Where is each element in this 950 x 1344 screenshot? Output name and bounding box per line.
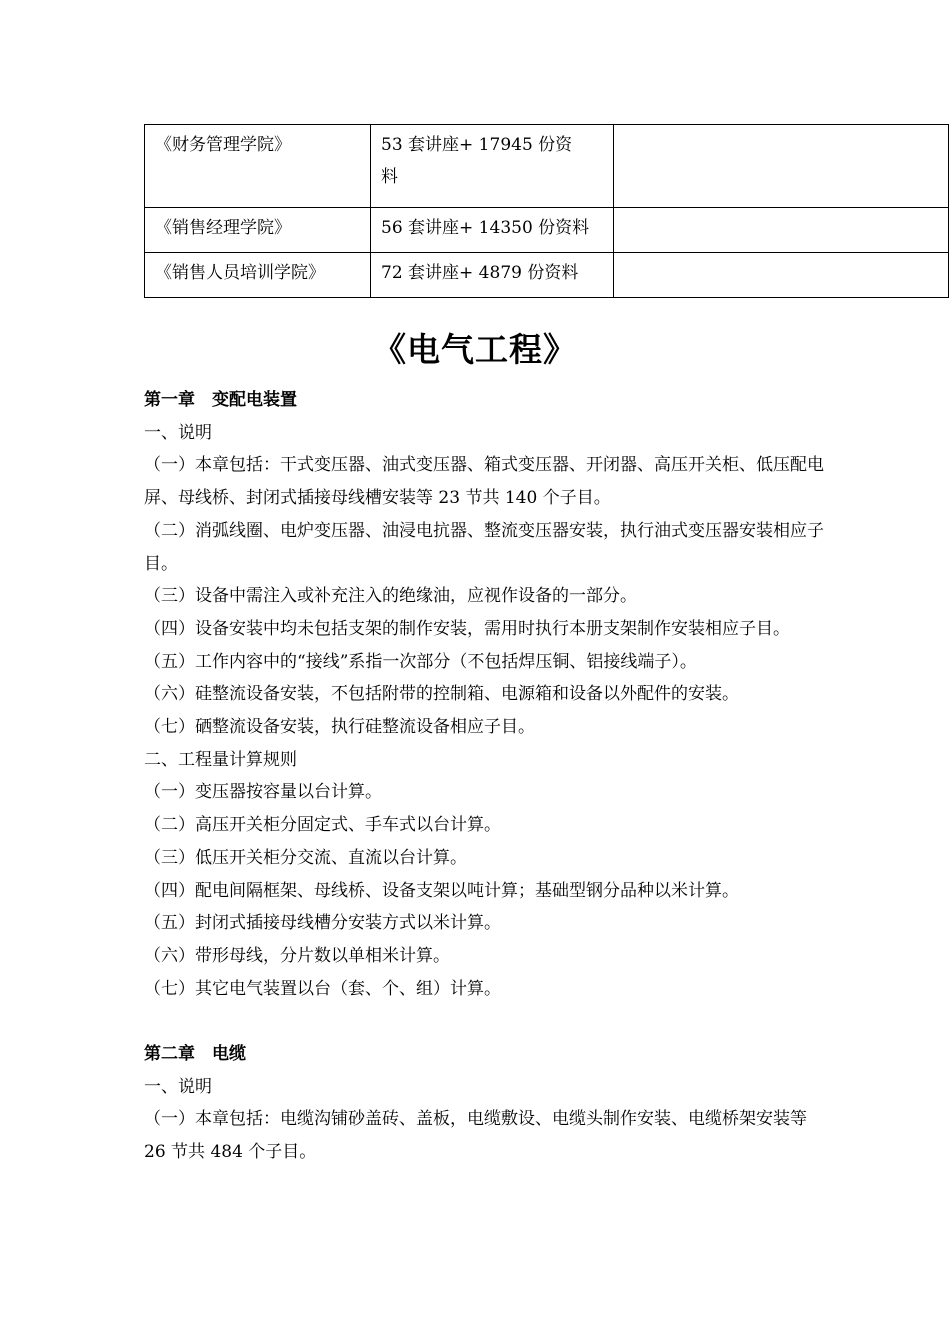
table-cell-name: 《销售人员培训学院》 — [145, 253, 371, 298]
paragraph: （六）带形母线，分片数以单相米计算。 — [144, 945, 450, 966]
table-row — [145, 208, 949, 253]
spacer — [144, 1005, 824, 1038]
cell-line: 料 — [381, 167, 398, 187]
paragraph: （一）本章包括：干式变压器、油式变压器、箱式变压器、开闭器、高压开关柜、低压配电屏、母线桥、封闭式插接母线槽安装等 23 节共 140 个子目。 — [144, 455, 824, 509]
table-row — [145, 253, 949, 298]
document-title: 《电气工程》 — [373, 330, 577, 369]
paragraph: （一）本章包括：电缆沟铺砂盖砖、盖板，电缆敷设、电缆头制作安装、电缆桥架安装等 26 节共 484 个子目。 — [144, 1109, 807, 1163]
paragraph: （五）封闭式插接母线槽分安装方式以米计算。 — [144, 913, 501, 934]
section-heading: 一、说明 — [144, 1076, 212, 1097]
chapter-heading: 第二章 电缆 — [144, 1044, 246, 1065]
paragraph: （七）其它电气装置以台（套、个、组）计算。 — [144, 978, 501, 999]
table-cell-note — [614, 253, 949, 298]
paragraph: （三）设备中需注入或补充注入的绝缘油，应视作设备的一部分。 — [144, 586, 637, 607]
table-cell-note — [614, 125, 949, 208]
catalog-table — [144, 124, 949, 298]
table-cell-content: 56 套讲座+ 14350 份资料 — [371, 208, 614, 253]
paragraph: （三）低压开关柜分交流、直流以台计算。 — [144, 847, 467, 868]
table-row — [145, 125, 949, 208]
paragraph: （一）变压器按容量以台计算。 — [144, 782, 382, 803]
chapter-heading: 第一章 变配电装置 — [144, 390, 297, 410]
paragraph: （四）配电间隔框架、母线桥、设备支架以吨计算；基础型钢分品种以米计算。 — [144, 880, 739, 901]
paragraph: （二）消弧线圈、电炉变压器、油浸电抗器、整流变压器安装，执行油式变压器安装相应子目。 — [144, 520, 824, 574]
paragraph: （五）工作内容中的“接线”系指一次部分（不包括焊压铜、铝接线端子）。 — [144, 651, 697, 672]
table-cell-content — [371, 125, 614, 208]
cell-line: 53 套讲座+ 17945 份资 — [381, 135, 573, 155]
paragraph: （四）设备安装中均未包括支架的制作安装，需用时执行本册支架制作安装相应子目。 — [144, 618, 790, 639]
document-body — [144, 384, 824, 1169]
section-heading: 一、说明 — [144, 422, 212, 443]
table-cell-content: 72 套讲座+ 4879 份资料 — [371, 253, 614, 298]
section-heading: 二、工程量计算规则 — [144, 749, 297, 770]
paragraph: （七）硒整流设备安装，执行硅整流设备相应子目。 — [144, 717, 535, 738]
paragraph: （二）高压开关柜分固定式、手车式以台计算。 — [144, 815, 501, 836]
table-cell-name: 《销售经理学院》 — [145, 208, 371, 253]
paragraph: （六）硅整流设备安装，不包括附带的控制箱、电源箱和设备以外配件的安装。 — [144, 684, 739, 705]
table-cell-name: 《财务管理学院》 — [145, 125, 371, 208]
table-cell-note — [614, 208, 949, 253]
